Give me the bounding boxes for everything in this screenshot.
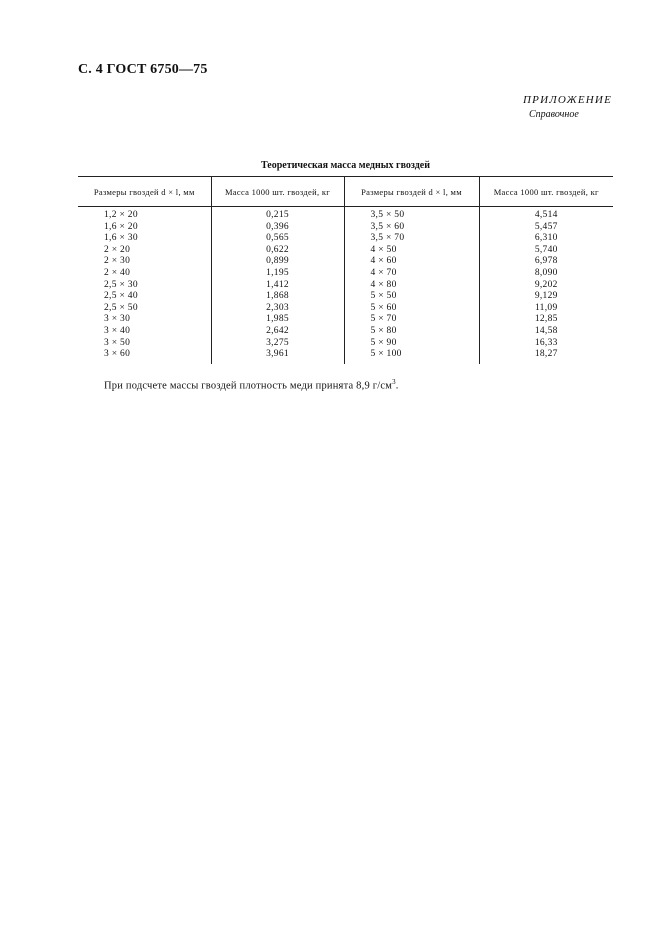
cell-mass-left: 3,275 xyxy=(211,338,344,350)
cell-mass-left: 1,868 xyxy=(211,291,344,303)
cell-size-right: 5 × 50 xyxy=(344,291,479,303)
table-header-row xyxy=(78,177,613,207)
density-note-suffix: . xyxy=(395,380,399,392)
cell-size-left: 1,6 × 30 xyxy=(104,233,138,244)
cell-size-right: 5 × 70 xyxy=(344,314,479,326)
cell-mass-right: 12,85 xyxy=(479,314,613,326)
cell-size-right: 5 × 90 xyxy=(344,338,479,350)
column-header-mass-right: Масса 1000 шт. гвоздей, кг xyxy=(479,177,613,207)
cell-mass-right: 18,27 xyxy=(479,349,613,364)
cell-size-right: 5 × 100 xyxy=(344,349,479,364)
column-header-mass-left: Масса 1000 шт. гвоздей, кг xyxy=(211,177,344,207)
table-row xyxy=(78,222,613,234)
cell-size-right: 5 × 80 xyxy=(344,326,479,338)
cell-size-left: 2,5 × 30 xyxy=(104,279,138,290)
table-row xyxy=(78,256,613,268)
cell-size-left: 2 × 40 xyxy=(104,267,131,278)
table-row xyxy=(78,338,613,350)
cell-mass-left: 2,642 xyxy=(211,326,344,338)
cell-size-left: 3 × 30 xyxy=(104,314,131,325)
table-body xyxy=(78,207,613,364)
cell-mass-left: 1,985 xyxy=(211,314,344,326)
cell-size-right: 3,5 × 70 xyxy=(344,233,479,245)
table-row xyxy=(78,245,613,257)
cell-mass-left: 2,303 xyxy=(211,303,344,315)
cell-size-left: 3 × 50 xyxy=(104,337,131,348)
column-header-size-right: Размеры гвоздей d × l, мм xyxy=(344,177,479,207)
cell-mass-right: 8,090 xyxy=(479,268,613,280)
table-row xyxy=(78,268,613,280)
cell-mass-right: 9,129 xyxy=(479,291,613,303)
cell-size-right: 3,5 × 60 xyxy=(344,222,479,234)
cell-size-right: 3,5 × 50 xyxy=(344,207,479,222)
table-row xyxy=(78,349,613,364)
cell-size-left: 2,5 × 40 xyxy=(104,291,138,302)
cell-size-left: 1,6 × 20 xyxy=(104,221,138,232)
appendix-block xyxy=(523,94,613,120)
table-title: Теоретическая масса медных гвоздей xyxy=(260,160,431,171)
cell-mass-right: 6,310 xyxy=(479,233,613,245)
cell-mass-right: 16,33 xyxy=(479,338,613,350)
table-row xyxy=(78,233,613,245)
cell-size-right: 5 × 60 xyxy=(344,303,479,315)
page-header: С. 4 ГОСТ 6750—75 xyxy=(78,62,208,77)
cell-mass-right: 9,202 xyxy=(479,280,613,292)
cell-size-left: 2 × 20 xyxy=(104,244,131,255)
table-row xyxy=(78,303,613,315)
table-row xyxy=(78,207,613,222)
cell-mass-right: 6,978 xyxy=(479,256,613,268)
density-note xyxy=(104,378,399,392)
cell-size-right: 4 × 60 xyxy=(344,256,479,268)
cell-mass-right: 4,514 xyxy=(479,207,613,222)
cell-mass-left: 0,565 xyxy=(211,233,344,245)
table-row xyxy=(78,314,613,326)
cell-mass-right: 5,457 xyxy=(479,222,613,234)
table-row xyxy=(78,291,613,303)
table-row xyxy=(78,326,613,338)
cell-size-right: 4 × 80 xyxy=(344,280,479,292)
appendix-subtitle: Справочное xyxy=(529,109,579,120)
cell-size-left: 3 × 60 xyxy=(104,349,131,360)
cell-size-right: 4 × 50 xyxy=(344,245,479,257)
density-note-text: При подсчете массы гвоздей плотность меди принята 8,9 г/см xyxy=(104,380,393,392)
cell-size-right: 4 × 70 xyxy=(344,268,479,280)
cell-mass-right: 14,58 xyxy=(479,326,613,338)
table-row xyxy=(78,280,613,292)
cell-size-left: 1,2 × 20 xyxy=(104,210,138,220)
cell-mass-left: 0,396 xyxy=(211,222,344,234)
cell-mass-left: 1,412 xyxy=(211,280,344,292)
nail-mass-table xyxy=(78,176,613,364)
density-note-superscript: 3 xyxy=(392,378,396,386)
cell-size-left: 2 × 30 xyxy=(104,256,131,267)
column-header-size-left: Размеры гвоздей d × l, мм xyxy=(78,177,211,207)
cell-mass-right: 5,740 xyxy=(479,245,613,257)
cell-size-left: 2,5 × 50 xyxy=(104,302,138,313)
cell-mass-left: 0,899 xyxy=(211,256,344,268)
cell-size-left: 3 × 40 xyxy=(104,325,131,336)
cell-mass-right: 11,09 xyxy=(479,303,613,315)
appendix-title: ПРИЛОЖЕНИЕ xyxy=(523,94,612,106)
cell-mass-left: 0,622 xyxy=(211,245,344,257)
cell-mass-left: 1,195 xyxy=(211,268,344,280)
cell-mass-left: 3,961 xyxy=(211,349,344,364)
cell-mass-left: 0,215 xyxy=(211,207,344,222)
